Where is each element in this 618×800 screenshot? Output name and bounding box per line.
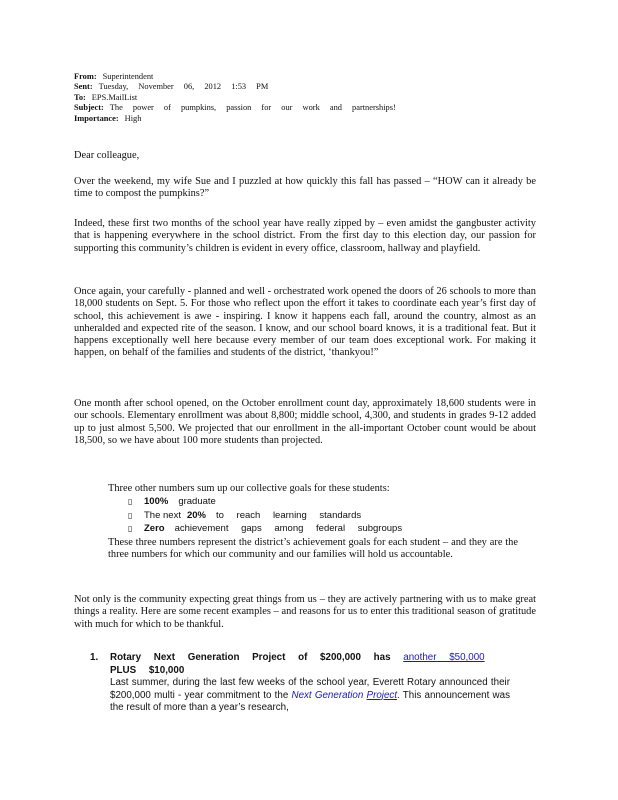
to-row — [74, 93, 396, 103]
subject-value: The power of pumpkins, passion for our work and partnerships! — [109, 103, 396, 113]
goal-text: achievement gaps among federal subgroups — [174, 522, 403, 534]
sent-label: Sent: — [74, 82, 93, 92]
sent-row — [74, 82, 396, 92]
to-label: To: — [74, 92, 86, 102]
goal-item — [128, 523, 518, 535]
from-row — [74, 72, 396, 82]
paragraph-text: Once again, your carefully - planned and well - orchestrated work opened the doors of 26 schools to more than 18,000 students on Sept. 5. For those who reflect upon the effort it takes to coordinate each year’s first day of school, this achievement is awe - inspiring. I know it happens each fall, around the country, almost as an unheralded and expected rite of the season. I know, and our school board knows, it is a traditional feat. But it happens exceptionally well here because every member of our team does exceptional work. For making it happen, on behalf of the families and students of the district, ‘thankyou!” — [74, 286, 536, 359]
paragraph-text: Over the weekend, my wife Sue and I puzzled at how quickly this fall has passed – “HOW can it already be time to compost the pumpkins?” — [74, 176, 536, 200]
paragraph-first-day — [74, 286, 536, 360]
another-50000-link[interactable]: another $50,000 — [403, 652, 485, 663]
list-item-rotary — [90, 652, 510, 715]
goal-prefix: The next — [144, 509, 181, 521]
goal-text: graduate — [178, 496, 216, 508]
goal-lead: 20% — [186, 509, 206, 521]
greeting-text: Dear colleague, — [74, 150, 140, 161]
from-label: From: — [74, 72, 97, 81]
item-title-pre: Rotary Next Generation Project of $200,000 has — [110, 652, 391, 663]
importance-value: High — [124, 113, 142, 123]
goal-text: to reach learning standards — [215, 509, 362, 521]
goals-outro: These three numbers represent the district’s achievement goals for each student – and they are the three numbers for which our community and our families will hold us accountable. — [108, 537, 518, 561]
item-content — [110, 652, 510, 715]
sent-value: Tuesday, November 06, 2012 1:53 PM — [98, 82, 269, 92]
bullet-icon: ▯ — [128, 510, 133, 520]
project-link[interactable]: Project — [366, 689, 398, 701]
goal-lead: 100% — [144, 496, 169, 508]
importance-label: Importance: — [74, 113, 119, 123]
item-title — [110, 652, 510, 677]
goal-item — [128, 496, 518, 508]
paragraph-text: One month after school opened, on the October enrollment count day, approximately 18,600 students were in our schools. Elementary enrollment was about 8,800; middle school, 4,300, and students in grades 9-12 added up to just almost 5,500. We projected that our enrollment in the all-important October count would be about 18,500, so we have about 100 more students than projected. — [74, 398, 536, 446]
goals-intro: Three other numbers sum up our collective goals for these students: — [108, 483, 390, 494]
goals-list — [108, 496, 518, 535]
importance-row — [74, 114, 396, 124]
paragraph-text: Not only is the community expecting great things from us – they are actively partnering with us to make great things a reality. Here are some recent examples – and reasons for us to enter this traditional season of gratitude with much for which to be thankful. — [74, 594, 536, 630]
item-desc-b: . This announcement was the result of more than a year’s research, — [110, 689, 510, 714]
goals-block — [108, 483, 518, 562]
to-value: EPS.MailList — [91, 92, 138, 102]
item-title-post: PLUS $10,000 — [110, 664, 185, 676]
paragraph-enrollment — [74, 398, 536, 447]
from-value: Superintendent — [102, 72, 154, 81]
paragraph-first-months — [74, 218, 536, 255]
paragraph-text: Indeed, these first two months of the school year have really zipped by – even amidst the gangbuster activity that is happening everywhere in the school district. From the first day to this election day, our passion for supporting this community’s children is evident in every office, classroom, hallway and playfield. — [74, 218, 536, 254]
email-header — [74, 72, 396, 124]
paragraph-partnerships — [74, 594, 536, 631]
subject-label: Subject: — [74, 103, 104, 113]
greeting — [74, 150, 536, 162]
item-number: 1. — [90, 652, 99, 663]
item-desc-a: Last summer, during the last few weeks of the school year, Everett Rotary announced their $200,000 multi - year commitment to the — [110, 677, 510, 701]
paragraph-pumpkins — [74, 176, 536, 201]
bullet-icon: ▯ — [128, 523, 133, 533]
subject-row — [74, 103, 396, 113]
item-description — [110, 677, 510, 715]
next-generation-link[interactable]: Next Generation — [291, 689, 364, 701]
goal-item — [128, 510, 518, 522]
goal-lead: Zero — [144, 522, 165, 534]
bullet-icon: ▯ — [128, 497, 133, 507]
